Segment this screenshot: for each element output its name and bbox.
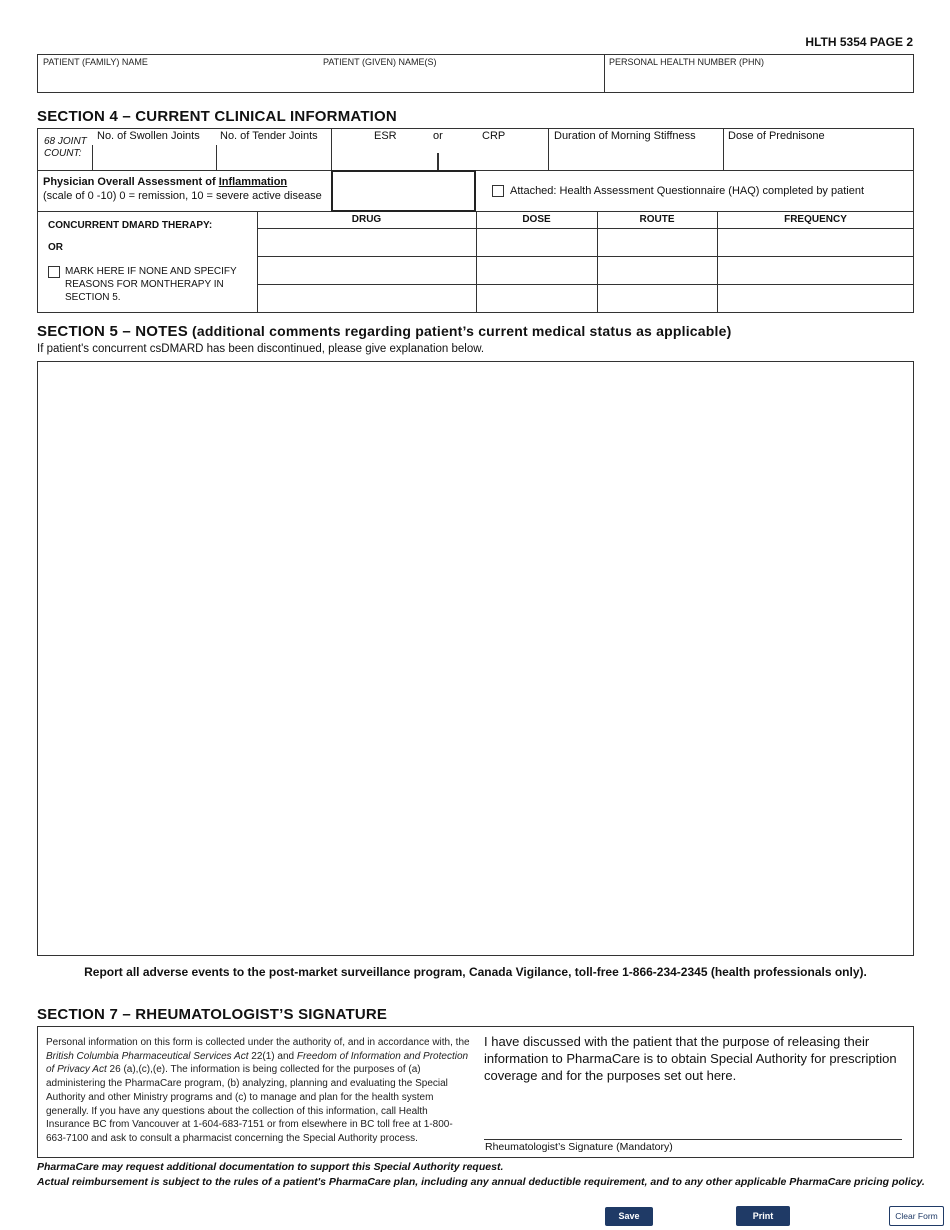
privacy-statement bbox=[46, 1036, 471, 1146]
privacy-act-2: Freedom of Information and Protection of Privacy Act bbox=[46, 1050, 469, 1076]
dmard-frequency-3[interactable] bbox=[719, 286, 912, 311]
morning-stiffness-field[interactable] bbox=[551, 146, 721, 168]
none-option bbox=[48, 265, 248, 304]
rheumatologist-statement: I have discussed with the patient that the purpose of releasing their information to PharmaCare is to obtain Special Authority for prescription coverage and for the purposes set out here. bbox=[484, 1034, 897, 1083]
swollen-joints-field[interactable] bbox=[94, 146, 214, 168]
section5-subtitle: If patient's concurrent csDMARD has been discontinued, please give explanation below. bbox=[37, 343, 485, 355]
crp-label: CRP bbox=[482, 130, 506, 142]
dmard-dose-1[interactable] bbox=[478, 230, 595, 254]
dmard-drug-2[interactable] bbox=[259, 258, 474, 282]
footer-note-1: PharmaCare may request additional documentation to support this Special Authority request. bbox=[37, 1161, 504, 1173]
swollen-joints-label: No. of Swollen Joints bbox=[97, 130, 200, 142]
save-button[interactable]: Save bbox=[605, 1207, 653, 1226]
section4-title: SECTION 4 – CURRENT CLINICAL INFORMATION bbox=[37, 108, 397, 125]
dmard-dose-3[interactable] bbox=[478, 286, 595, 311]
section5-title-rest: (additional comments regarding patient’s current medical status as applicable) bbox=[187, 323, 732, 339]
given-name-field[interactable] bbox=[320, 68, 600, 90]
dmard-dose-2[interactable] bbox=[478, 258, 595, 282]
physician-assessment-scale: (scale of 0 -10) 0 = remission, 10 = severe active disease bbox=[43, 190, 322, 202]
crp-field[interactable] bbox=[441, 146, 545, 168]
print-button[interactable]: Print bbox=[736, 1206, 790, 1226]
col-drug: DRUG bbox=[351, 214, 382, 225]
phn-label: PERSONAL HEALTH NUMBER (PHN) bbox=[609, 57, 765, 67]
col-dose: DOSE bbox=[522, 214, 551, 225]
signature-label: Rheumatologist’s Signature (Mandatory) bbox=[485, 1141, 673, 1153]
physician-assessment-field[interactable] bbox=[331, 170, 476, 212]
privacy-text-2: 22(1) and bbox=[248, 1050, 297, 1062]
esr-label: ESR bbox=[374, 130, 397, 142]
privacy-text-1: Personal information on this form is collected under the authority of, and in accordance with, the bbox=[46, 1037, 470, 1048]
phn-field[interactable] bbox=[607, 68, 911, 90]
none-label: MARK HERE IF NONE AND SPECIFY REASONS FOR MONTHERAPY IN SECTION 5. bbox=[65, 266, 237, 303]
prednisone-label: Dose of Prednisone bbox=[728, 130, 825, 142]
physician-assessment-label bbox=[43, 175, 322, 203]
adverse-events-notice: Report all adverse events to the post-market surveillance program, Canada Vigilance, toll-free 1-866-234-2345 (health professionals only). bbox=[84, 965, 867, 979]
prednisone-field[interactable] bbox=[726, 146, 911, 168]
tender-joints-field[interactable] bbox=[218, 146, 328, 168]
physician-assessment-prefix: Physician Overall Assessment of bbox=[43, 176, 219, 188]
col-route: ROUTE bbox=[639, 214, 675, 225]
none-checkbox[interactable] bbox=[48, 266, 60, 278]
haq-label: Attached: Health Assessment Questionnaire (HAQ) completed by patient bbox=[510, 185, 865, 197]
section5-title bbox=[37, 323, 731, 340]
footer-note-2: Actual reimbursement is subject to the rules of a patient's PharmaCare plan, including any annual deductible requirement, and to any other applicable PharmaCare pricing policy. bbox=[37, 1176, 925, 1188]
esr-field[interactable] bbox=[334, 146, 434, 168]
privacy-act-1: British Columbia Pharmaceutical Services Act bbox=[46, 1050, 249, 1062]
dmard-route-3[interactable] bbox=[599, 286, 715, 311]
or-label: or bbox=[433, 130, 443, 142]
privacy-text-3: 26 (a),(c),(e). The information is being collected for the purposes of (a) administering the PharmaCare program, (b) analyzing, planning and evaluating the Special Authority and other Ministry programs and (c) to manage and plan for the health system generally. If you have any questions about the collection of this information, call Health Insurance BC from Vancouver at 1-604-683-7151 or from elsewhere in BC toll free at 1-800-663-7100 and ask to consult a pharmacist concerning the Special Authority process. bbox=[46, 1064, 453, 1144]
joint-count-label: 68 JOINT COUNT: bbox=[44, 136, 87, 159]
or-divider-label: OR bbox=[48, 242, 63, 253]
dmard-frequency-2[interactable] bbox=[719, 258, 912, 282]
signature-field[interactable] bbox=[484, 1100, 902, 1138]
physician-assessment-underlined: Inflammation bbox=[218, 176, 288, 188]
haq-option bbox=[492, 185, 864, 197]
tender-joints-label: No. of Tender Joints bbox=[220, 130, 318, 142]
haq-checkbox[interactable] bbox=[492, 185, 504, 197]
dmard-route-2[interactable] bbox=[599, 258, 715, 282]
notes-textarea[interactable] bbox=[37, 361, 914, 956]
dmard-drug-1[interactable] bbox=[259, 230, 474, 254]
given-name-label: PATIENT (GIVEN) NAME(S) bbox=[323, 57, 437, 67]
clear-form-button[interactable]: Clear Form bbox=[889, 1206, 944, 1226]
family-name-field[interactable] bbox=[40, 68, 318, 90]
col-frequency: FREQUENCY bbox=[784, 214, 847, 225]
section7-title: SECTION 7 – RHEUMATOLOGIST’S SIGNATURE bbox=[37, 1006, 388, 1023]
dmard-frequency-1[interactable] bbox=[719, 230, 912, 254]
dmard-label: CONCURRENT DMARD THERAPY: bbox=[48, 220, 213, 231]
section5-title-bold: SECTION 5 – NOTES bbox=[37, 323, 188, 340]
family-name-label: PATIENT (FAMILY) NAME bbox=[43, 57, 148, 67]
form-code: HLTH 5354 PAGE 2 bbox=[805, 35, 913, 49]
dmard-drug-3[interactable] bbox=[259, 286, 474, 311]
dmard-route-1[interactable] bbox=[599, 230, 715, 254]
morning-stiffness-label: Duration of Morning Stiffness bbox=[554, 130, 696, 142]
